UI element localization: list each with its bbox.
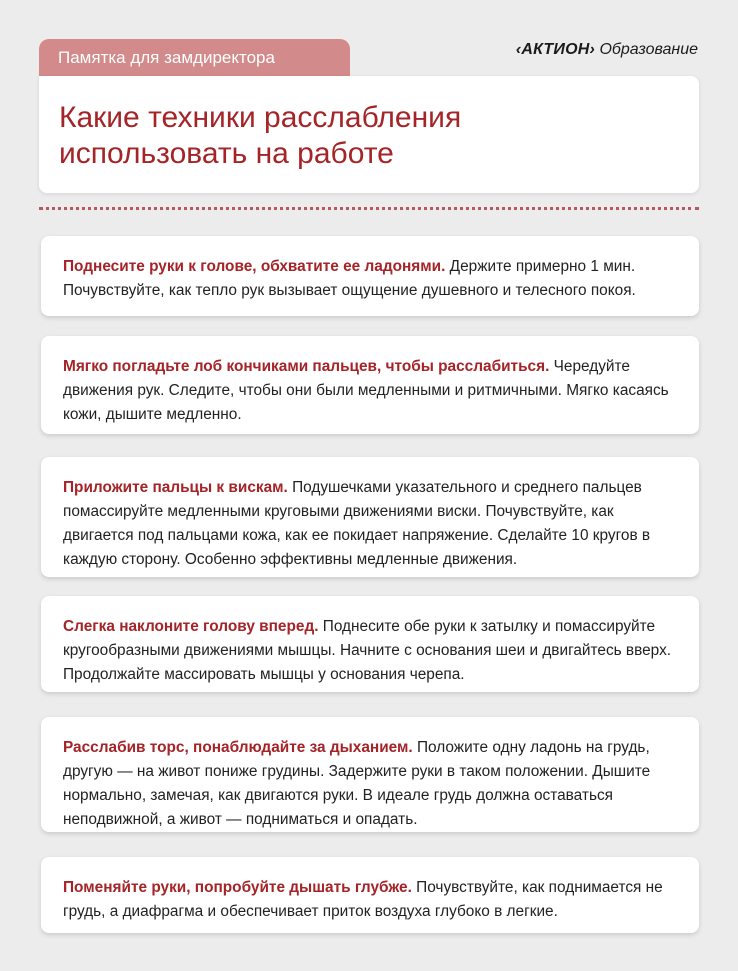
tip-text (63, 876, 677, 924)
memo-tab (39, 39, 350, 76)
tip-lead: Поднесите руки к голове, обхватите ее ладонями. (63, 258, 446, 275)
tip-lead: Слегка наклоните голову вперед. (63, 618, 319, 635)
brand-logo (516, 40, 698, 60)
title-line-1: Какие техники расслабления (59, 101, 462, 134)
tip-body: Подушечками указательного и среднего пальцев помассируйте медленными круговыми движениями виски. Почувствуйте, как двигается под пальцами кожа, как ее покидает напряжение. Сделайте 10 кругов в каждую сторону. Особенно эффективны медленные движения. (63, 479, 651, 568)
memo-tab-label: Памятка для замдиректора (58, 48, 275, 67)
tip-body: Почувствуйте, как поднимается не грудь, а диафрагма и обеспечивает приток воздуха глубоко в легкие. (63, 879, 663, 920)
tip-text (63, 736, 677, 832)
header-card (39, 76, 699, 193)
tip-card-5 (41, 717, 699, 832)
tip-card-1 (41, 236, 699, 316)
tip-card-6 (41, 857, 699, 933)
tip-lead: Расслабив торс, понаблюдайте за дыханием. (63, 739, 413, 756)
tip-lead: Мягко погладьте лоб кончиками пальцев, чтобы расслабиться. (63, 358, 550, 375)
tip-body: Поднесите обе руки к затылку и помассируйте кругообразными движениями мышцы. Начните с основания шеи и двигайтесь вверх. Продолжайте массировать мышцы у основания черепа. (63, 618, 672, 683)
tip-card-4 (41, 596, 699, 692)
brand-name: ‹АКТИОН› (515, 41, 595, 58)
tip-text (63, 615, 677, 687)
brand-section: Образование (599, 41, 698, 58)
tip-lead: Поменяйте руки, попробуйте дышать глубже. (63, 879, 412, 896)
dotted-divider (39, 207, 699, 210)
page-title (59, 100, 461, 172)
title-line-2: использовать на работе (59, 137, 394, 170)
tip-text (63, 476, 677, 572)
tip-card-2 (41, 336, 699, 434)
tip-text (63, 255, 677, 303)
tip-text (63, 355, 677, 427)
tip-card-3 (41, 457, 699, 577)
tip-lead: Приложите пальцы к вискам. (63, 479, 288, 496)
tip-body: Держите примерно 1 мин. Почувствуйте, как тепло рук вызывает ощущение душевного и телесного покоя. (63, 258, 636, 299)
tip-body: Чередуйте движения рук. Следите, чтобы они были медленными и ритмичными. Мягко касаясь кожи, дышите медленно. (63, 358, 669, 423)
tip-body: Положите одну ладонь на грудь, другую — на живот пониже грудины. Задержите руки в таком положении. Дышите нормально, замечая, как двигаются руки. В идеале грудь должна оставаться неподвижной, а живот — подниматься и опадать. (63, 739, 651, 828)
